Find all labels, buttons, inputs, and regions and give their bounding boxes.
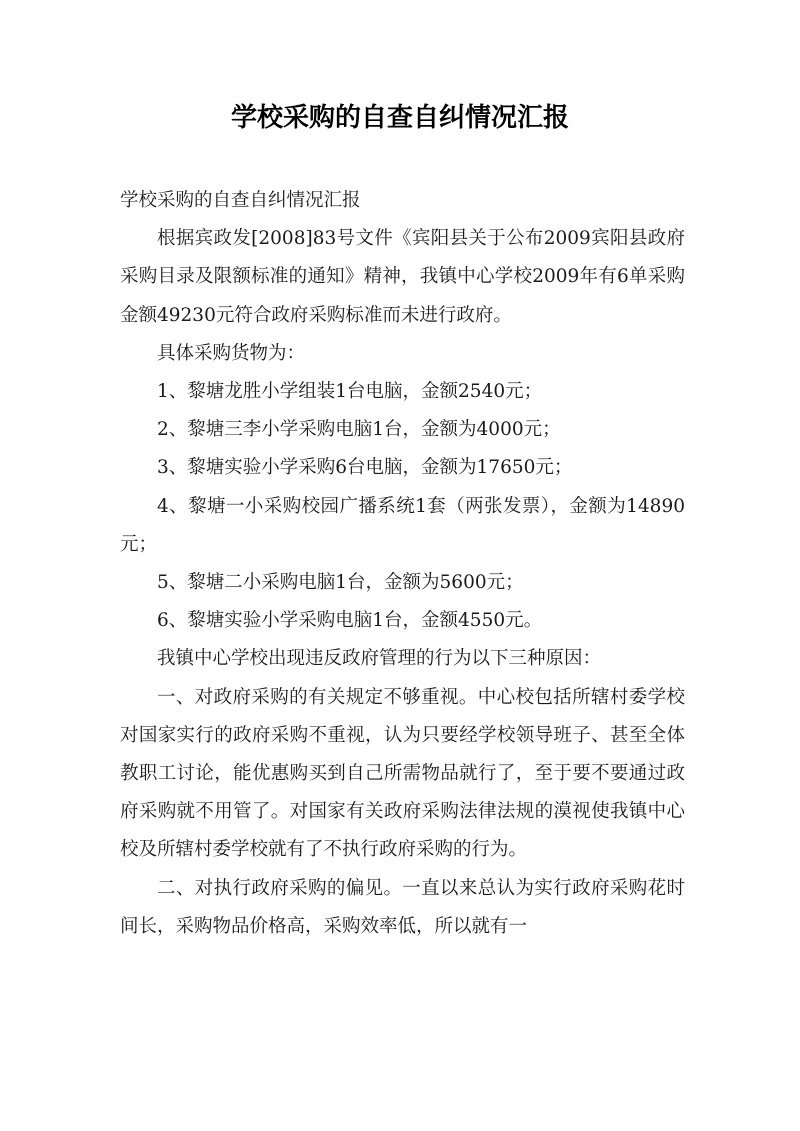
paragraph-item-3: 3、黎塘实验小学采购6台电脑，金额为17650元； [157,457,573,479]
paragraph-item-5: 5、黎塘二小采购电脑1台，金额为5600元； [157,572,524,594]
paragraph-item-6: 6、黎塘实验小学采购电脑1台，金额4550元。 [157,610,543,632]
paragraph-item-4: 4、黎塘一小采购校园广播系统1套（两张发票），金额为14890元； [120,495,685,555]
document-title: 学校采购的自查自纠情况汇报 [230,103,569,133]
paragraph-subtitle: 学校采购的自查自纠情况汇报 [120,190,361,211]
paragraph-intro: 根据宾政发[2008]83号文件《宾阳县关于公布2009宾阳县政府采购目录及限额标准的通知》精神，我镇中心学校2009年有6单采购金额49230元符合政府采购标准而未进行政府。 [120,228,685,326]
paragraph-reason-2: 二、对执行政府采购的偏见。一直以来总认为实行政府采购花时间长，采购物品价格高，采购效率低，所以就有一 [120,877,685,937]
paragraph-item-1: 1、黎塘龙胜小学组装1台电脑，金额2540元； [157,381,543,403]
paragraph-reasons-heading: 我镇中心学校出现违反政府管理的行为以下三种原因： [157,648,602,670]
document-body [120,182,685,946]
paragraph-goods-heading: 具体采购货物为： [157,342,306,364]
paragraph-reason-1: 一、对政府采购的有关规定不够重视。中心校包括所辖村委学校对国家实行的政府采购不重视，认为只要经学校领导班子、甚至全体教职工讨论，能优惠购买到自己所需物品就行了，至于要不要通过政府采购就不用管了。对国家有关政府采购法律法规的漠视使我镇中心校及所辖村委学校就有了不执行政府采购的行为。 [120,686,685,861]
paragraph-item-2: 2、黎塘三李小学采购电脑1台，金额为4000元； [157,419,561,441]
